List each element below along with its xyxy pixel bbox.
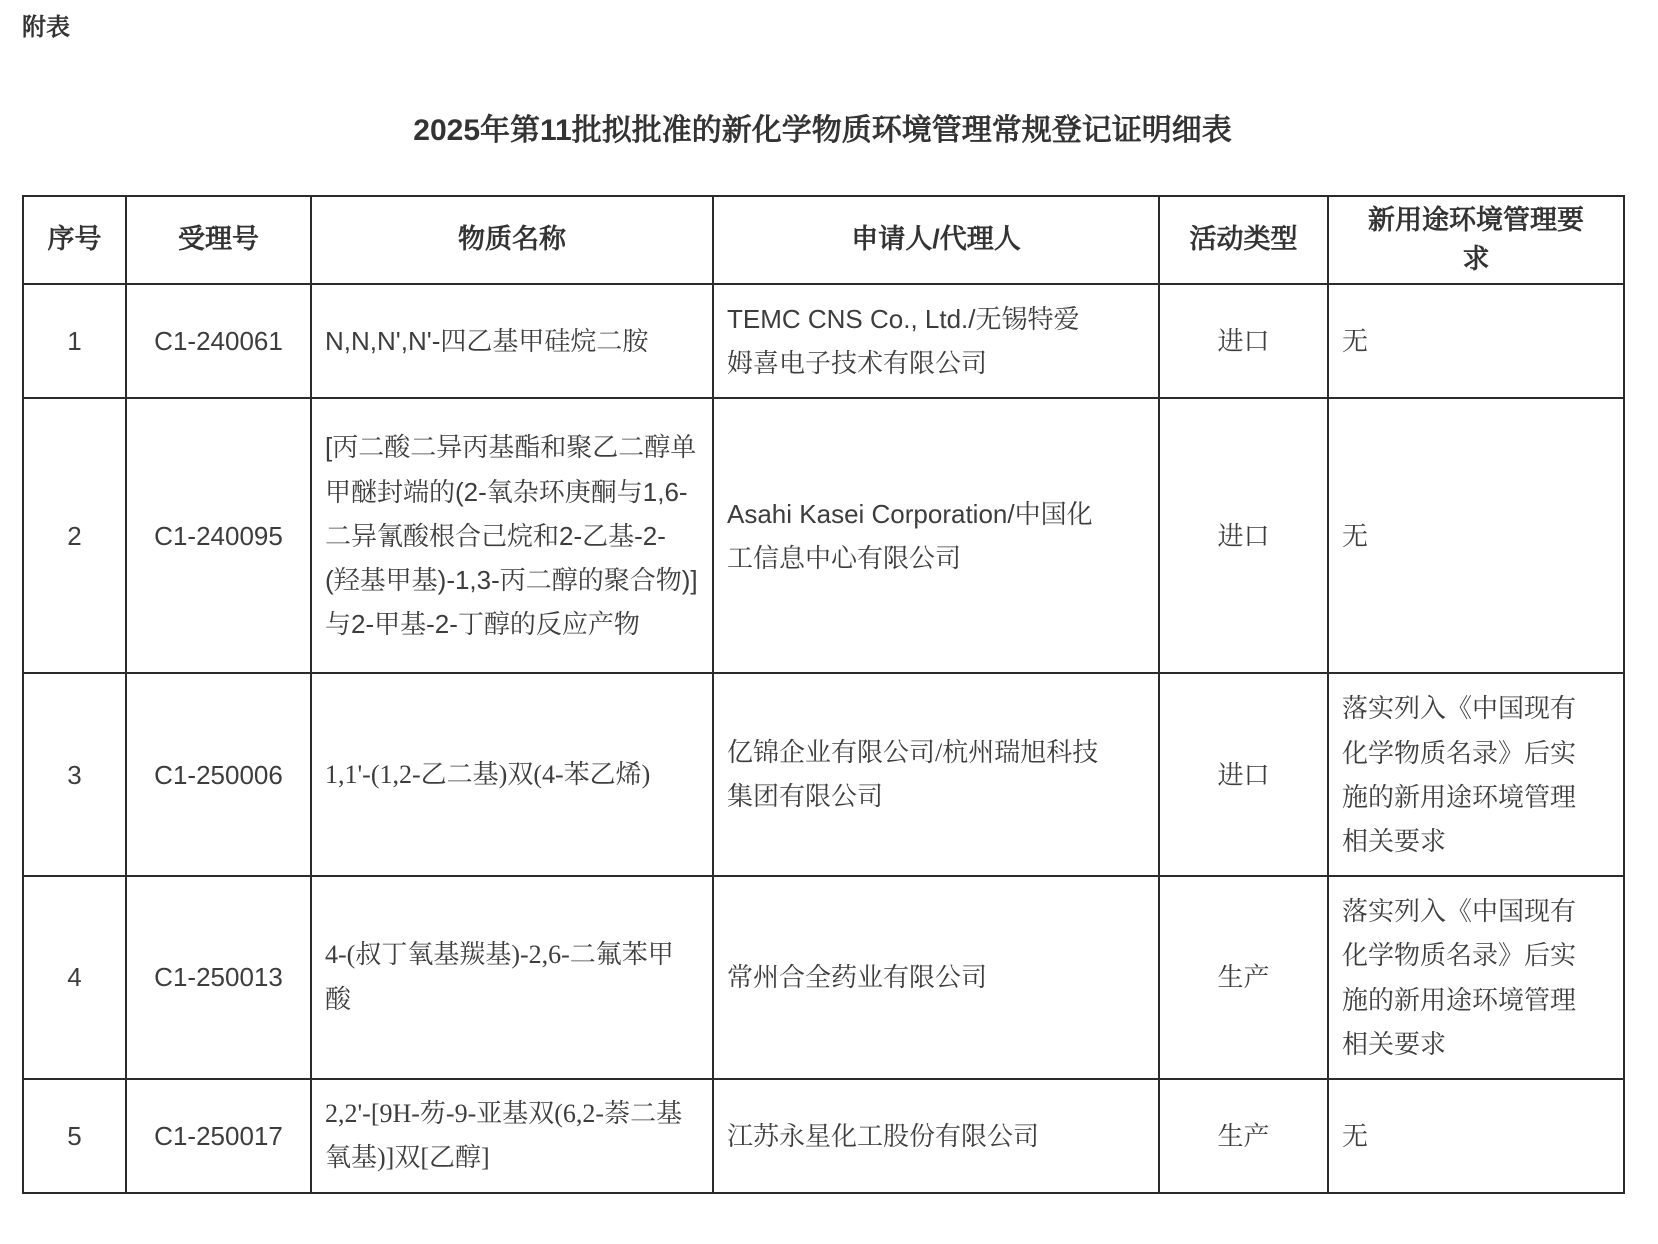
cell-applicant: 江苏永星化工股份有限公司 xyxy=(713,1079,1159,1193)
cell-new-use-requirement: 无 xyxy=(1328,284,1624,398)
cell-serial: 2 xyxy=(23,398,126,673)
col-header-substance-name: 物质名称 xyxy=(311,196,713,284)
cell-substance-name: 1,1'-(1,2-乙二基)双(4-苯乙烯) xyxy=(311,673,713,876)
cell-acceptance-no: C1-250017 xyxy=(126,1079,311,1193)
table-body xyxy=(23,284,1624,1193)
cell-serial: 3 xyxy=(23,673,126,876)
cell-new-use-requirement: 落实列入《中国现有化学物质名录》后实施的新用途环境管理相关要求 xyxy=(1328,876,1624,1079)
cell-acceptance-no: C1-250006 xyxy=(126,673,311,876)
header-row xyxy=(23,196,1624,284)
cell-substance-name: 4-(叔丁氧基羰基)-2,6-二氟苯甲酸 xyxy=(311,876,713,1079)
registration-table xyxy=(22,195,1625,1195)
cell-acceptance-no: C1-250013 xyxy=(126,876,311,1079)
cell-serial: 4 xyxy=(23,876,126,1079)
page-title: 2025年第11批拟批准的新化学物质环境管理常规登记证明细表 xyxy=(413,113,1232,147)
cell-new-use-requirement: 无 xyxy=(1328,1079,1624,1193)
cell-new-use-requirement: 无 xyxy=(1328,398,1624,673)
cell-activity-type: 进口 xyxy=(1159,284,1328,398)
cell-substance-name: N,N,N',N'-四乙基甲硅烷二胺 xyxy=(311,284,713,398)
col-header-acceptance-no: 受理号 xyxy=(126,196,311,284)
attachment-label: 附表 xyxy=(22,14,70,41)
table-row xyxy=(23,284,1624,398)
cell-applicant: 亿锦企业有限公司/杭州瑞旭科技集团有限公司 xyxy=(713,673,1159,876)
cell-applicant: 常州合全药业有限公司 xyxy=(713,876,1159,1079)
table-row xyxy=(23,1079,1624,1193)
table-header xyxy=(23,196,1624,284)
cell-activity-type: 进口 xyxy=(1159,398,1328,673)
col-header-applicant: 申请人/代理人 xyxy=(713,196,1159,284)
cell-serial: 1 xyxy=(23,284,126,398)
cell-applicant: TEMC CNS Co., Ltd./无锡特爱姆喜电子技术有限公司 xyxy=(713,284,1159,398)
table-row xyxy=(23,673,1624,876)
col-header-new-use-requirement xyxy=(1328,196,1624,284)
cell-applicant: Asahi Kasei Corporation/中国化工信息中心有限公司 xyxy=(713,398,1159,673)
cell-substance-name: [丙二酸二异丙基酯和聚乙二醇单甲醚封端的(2-氧杂环庚酮与1,6-二异氰酸根合己烷和2-乙基-2-(羟基甲基)-1,3-丙二醇的聚合物)]与2-甲基-2-丁醇的反应产物 xyxy=(311,398,713,673)
cell-activity-type: 进口 xyxy=(1159,673,1328,876)
col-header-serial: 序号 xyxy=(23,196,126,284)
table-row xyxy=(23,876,1624,1079)
cell-acceptance-no: C1-240061 xyxy=(126,284,311,398)
cell-substance-name: 2,2'-[9H-芴-9-亚基双(6,2-萘二基氧基)]双[乙醇] xyxy=(311,1079,713,1193)
table-row xyxy=(23,398,1624,673)
cell-activity-type: 生产 xyxy=(1159,876,1328,1079)
cell-new-use-requirement: 落实列入《中国现有化学物质名录》后实施的新用途环境管理相关要求 xyxy=(1328,673,1624,876)
col-header-activity-type: 活动类型 xyxy=(1159,196,1328,284)
cell-activity-type: 生产 xyxy=(1159,1079,1328,1193)
cell-serial: 5 xyxy=(23,1079,126,1193)
cell-acceptance-no: C1-240095 xyxy=(126,398,311,673)
col-header-new-use-requirement-text: 新用途环境管理要求 xyxy=(1368,204,1584,274)
